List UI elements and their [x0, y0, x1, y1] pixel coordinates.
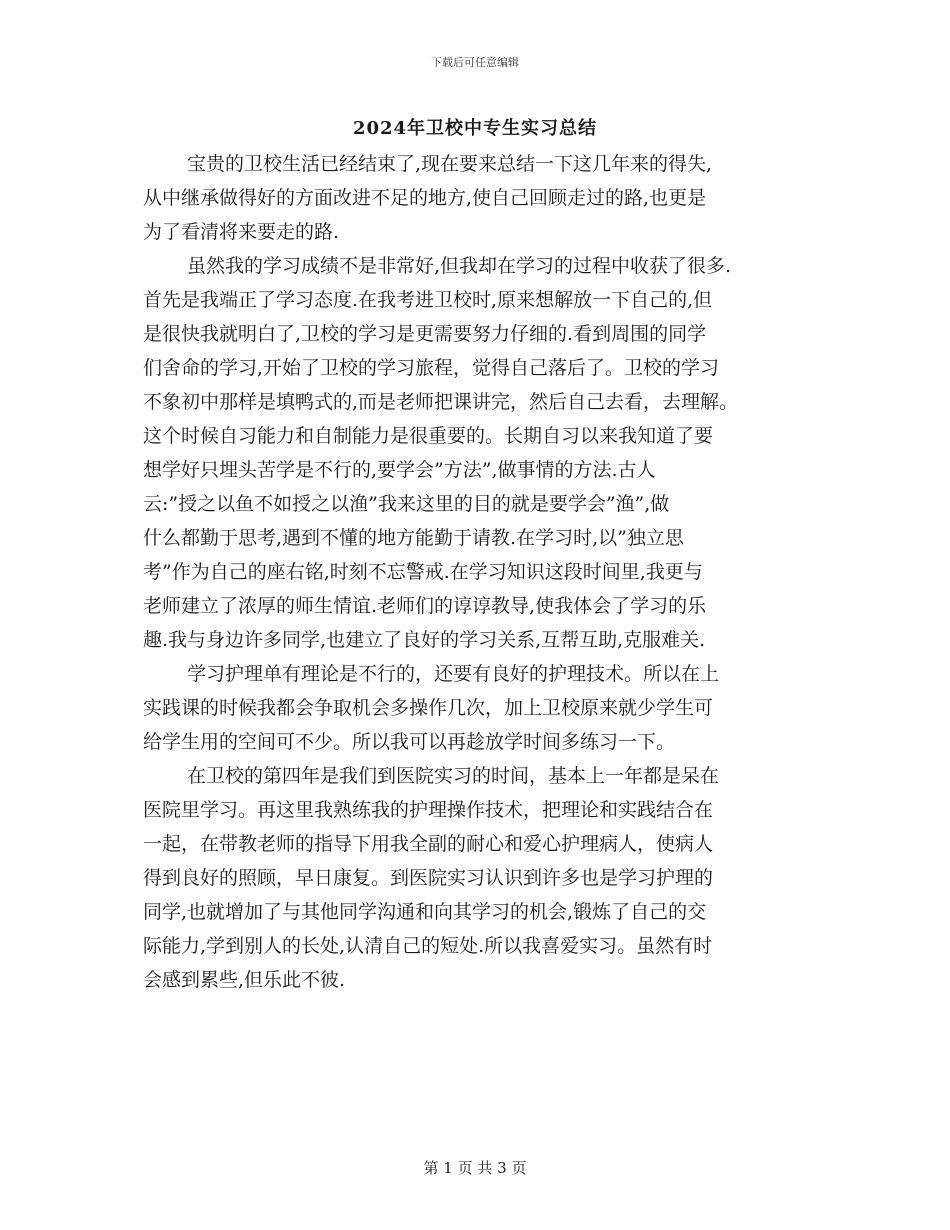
text-line: 给学生用的空间可不少。所以我可以再趁放学时间多练习一下。 [143, 731, 676, 753]
text-line: 是很快我就明白了,卫校的学习是更需要努力仔细的.看到周围的同学 [143, 323, 707, 345]
text-line: 实践课的时候我都会争取机会多操作几次，加上卫校原来就少学生可 [143, 697, 714, 719]
paragraph [143, 249, 821, 657]
text-line: 学习护理单有理论是不行的，还要有良好的护理技术。所以在上 [187, 663, 720, 685]
text-line: 想学好只埋头苦学是不行的,要学会”方法”,做事情的方法.古人 [143, 459, 656, 481]
document-body [143, 147, 821, 997]
text-line: 趣.我与身边许多同学,也建立了良好的学习关系,互帮互助,克服难关. [143, 629, 706, 651]
text-line: 虽然我的学习成绩不是非常好,但我却在学习的过程中收获了很多. [187, 255, 732, 277]
text-line: 从中继承做得好的方面改进不足的地方,使自己回顾走过的路,也更是 [143, 187, 707, 209]
header-note: 下载后可任意编辑 [431, 56, 519, 69]
text-line: 宝贵的卫校生活已经结束了,现在要来总结一下这几年来的得失, [187, 153, 713, 175]
text-line: 在卫校的第四年是我们到医院实习的时间，基本上一年都是呆在 [187, 765, 720, 787]
text-line: 会感到累些,但乐此不彼. [143, 969, 346, 991]
document-title: 2024年卫校中专生实习总结 [352, 118, 598, 139]
text-line: 什么都勤于思考,遇到不懂的地方能勤于请教.在学习时,以”独立思 [143, 527, 684, 549]
text-line: 这个时候自习能力和自制能力是很重要的。长期自习以来我知道了要 [143, 425, 714, 447]
paragraph [143, 759, 821, 997]
text-line: 不象初中那样是填鸭式的,而是老师把课讲完，然后自己去看，去理解。 [143, 391, 739, 413]
text-line: 首先是我端正了学习态度.在我考进卫校时,原来想解放一下自己的,但 [143, 289, 713, 311]
text-line: 得到良好的照顾，早日康复。到医院实习认识到许多也是学习护理的 [143, 867, 714, 889]
text-line: 云:”授之以鱼不如授之以渔”我来这里的目的就是要学会”渔”,做 [143, 493, 670, 515]
text-line: 际能力,学到别人的长处,认清自己的短处.所以我喜爱实习。虽然有时 [143, 935, 713, 957]
text-line: 为了看清将来要走的路. [143, 221, 340, 243]
text-line: 考”作为自己的座右铭,时刻不忘警戒.在学习知识这段时间里,我更与 [143, 561, 703, 583]
paragraph [143, 657, 821, 759]
text-line: 医院里学习。再这里我熟练我的护理操作技术，把理论和实践结合在 [143, 799, 714, 821]
paragraph [143, 147, 821, 249]
text-line: 同学,也就增加了与其他同学沟通和向其学习的机会,锻炼了自己的交 [143, 901, 707, 923]
page-number-footer: 第 1 页 共 3 页 [423, 1159, 527, 1177]
text-line: 一起，在带教老师的指导下用我全副的耐心和爱心护理病人，使病人 [143, 833, 714, 855]
text-line: 们舍命的学习,开始了卫校的学习旅程，觉得自己落后了。卫校的学习 [143, 357, 720, 379]
text-line: 老师建立了浓厚的师生情谊.老师们的谆谆教导,使我体会了学习的乐 [143, 595, 707, 617]
